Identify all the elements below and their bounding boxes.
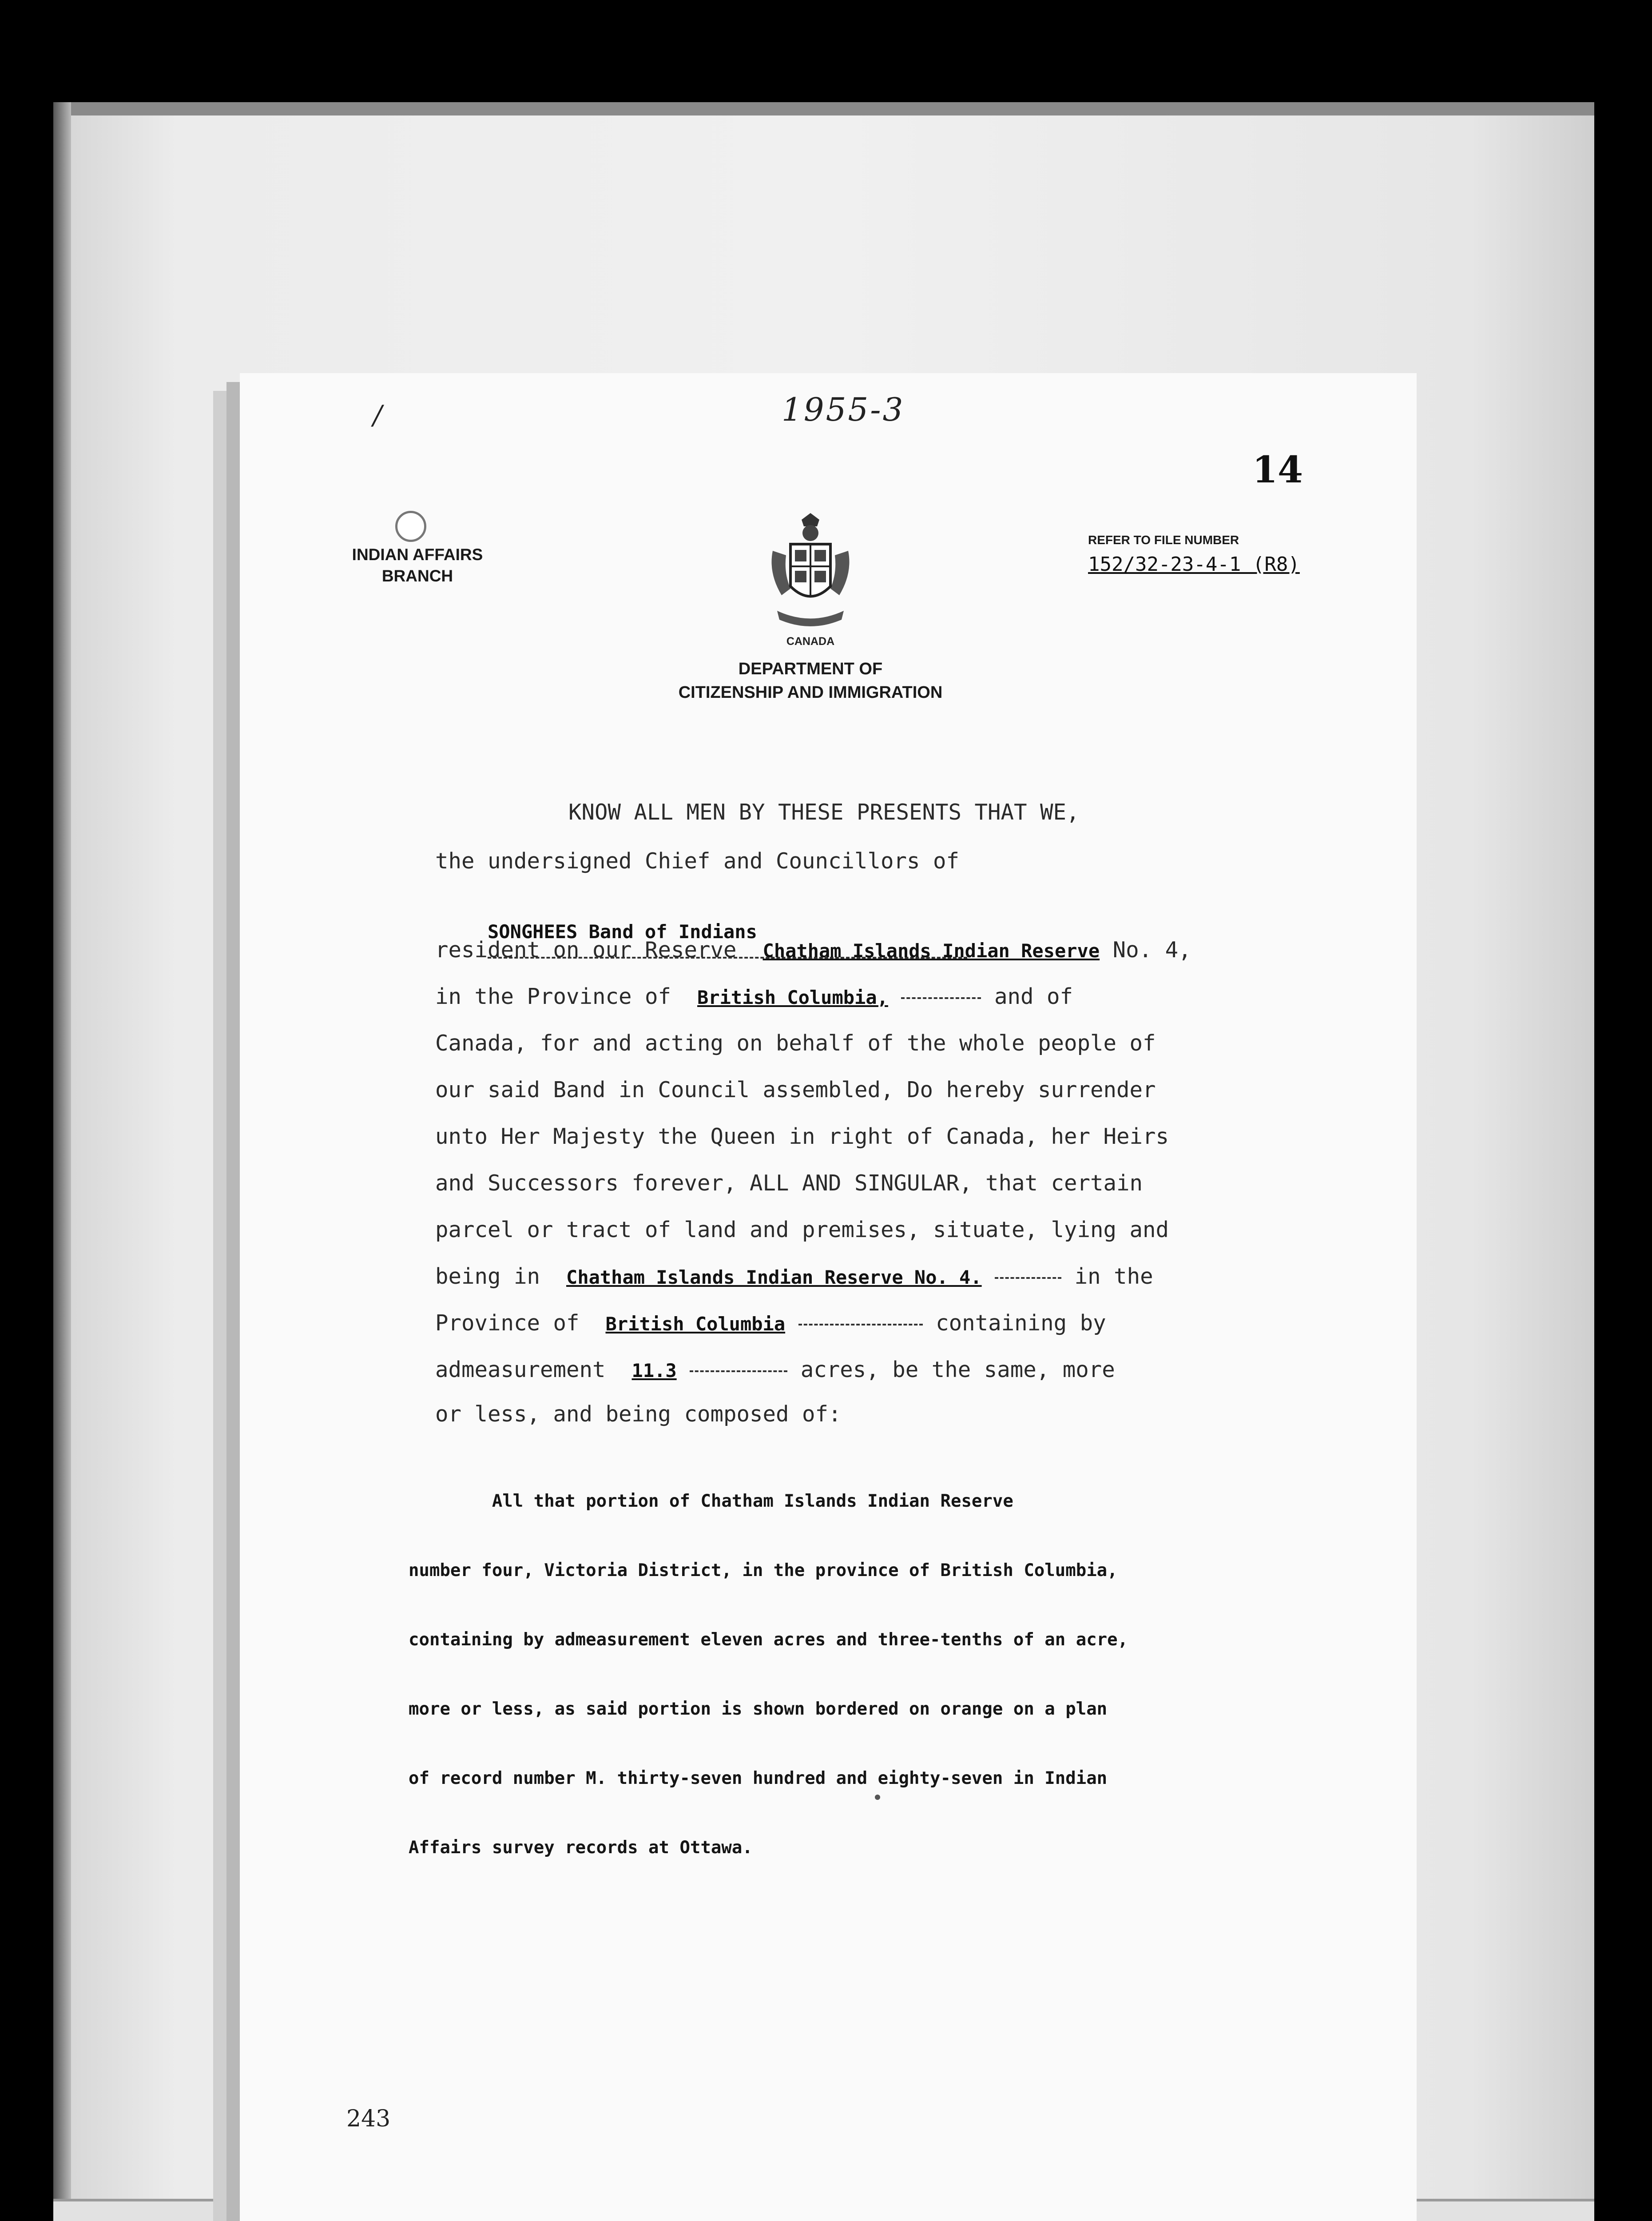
description-line: of record number M. thirty-seven hundred and eighty-seven in Indian	[409, 1768, 1108, 1788]
body-line: or less, and being composed of:	[435, 1401, 842, 1427]
branch-line-2: BRANCH	[381, 567, 453, 585]
province-prefix: in the Province of	[435, 984, 671, 1009]
sheet-number: 243	[346, 2106, 391, 2132]
pen-mark: /	[373, 400, 382, 431]
being-in-value: Chatham Islands Indian Reserve No. 4.	[566, 1266, 982, 1288]
blank-line	[901, 997, 981, 999]
reserve-prefix: resident on our Reserve	[435, 937, 737, 963]
intro-line: KNOW ALL MEN BY THESE PRESENTS THAT WE,	[568, 800, 1080, 825]
province-line	[435, 984, 1073, 1009]
body-line: Canada, for and acting on behalf of the whole people of	[435, 1031, 1156, 1056]
department-line-2: CITIZENSHIP AND IMMIGRATION	[678, 683, 943, 702]
province2-line	[435, 1310, 1106, 1336]
province-suffix: and of	[994, 984, 1073, 1009]
blank-line	[995, 1277, 1061, 1279]
being-in-line	[435, 1264, 1153, 1289]
body-line: unto Her Majesty the Queen in right of Canada, her Heirs	[435, 1124, 1169, 1149]
blank-line	[690, 1370, 787, 1372]
film-top-edge	[53, 102, 1594, 115]
body-line: our said Band in Council assembled, Do hereby surrender	[435, 1077, 1156, 1103]
branch-line-1: INDIAN AFFAIRS	[352, 545, 483, 564]
land-description	[409, 1444, 1261, 1906]
ink-speck	[875, 1795, 880, 1800]
province2-name: British Columbia	[605, 1313, 786, 1335]
document-page	[240, 373, 1417, 2221]
description-line: All that portion of Chatham Islands Indian Reserve	[409, 1491, 1013, 1511]
band-name: SONGHEES Band of Indians	[488, 921, 757, 943]
handwritten-note: 1955-3	[782, 391, 905, 428]
refer-label: REFER TO FILE NUMBER	[1088, 533, 1239, 547]
blank-line	[798, 1324, 923, 1325]
film-left-edge	[53, 102, 71, 2221]
body-line: parcel or tract of land and premises, situate, lying and	[435, 1217, 1169, 1242]
reserve-name: Chatham Islands Indian Reserve	[762, 940, 1100, 962]
province-name: British Columbia,	[697, 987, 888, 1008]
being-in-suffix: in the	[1074, 1264, 1153, 1289]
page-number: 14	[1252, 449, 1303, 491]
province2-prefix: Province of	[435, 1310, 580, 1336]
coat-of-arms-icon	[759, 511, 862, 635]
department-line-1: DEPARTMENT OF	[738, 660, 883, 678]
acreage-line	[435, 1357, 1115, 1382]
description-line: Affairs survey records at Ottawa.	[409, 1838, 753, 1858]
reserve-suffix: No. 4,	[1112, 937, 1191, 963]
punch-hole	[395, 511, 426, 542]
sheet-edge-shadow	[222, 400, 240, 2203]
body-line: the undersigned Chief and Councillors of	[435, 848, 960, 874]
body-line: and Successors forever, ALL AND SINGULAR, that certain	[435, 1170, 1143, 1196]
acreage-value: 11.3	[631, 1360, 677, 1381]
being-in-prefix: being in	[435, 1264, 540, 1289]
acreage-suffix: acres, be the same, more	[800, 1357, 1115, 1382]
crest-caption: CANADA	[786, 635, 835, 648]
file-number: 152/32-23-4-1 (R8)	[1088, 553, 1300, 576]
description-line: number four, Victoria District, in the province of British Columbia,	[409, 1560, 1118, 1580]
province2-suffix: containing by	[936, 1310, 1106, 1336]
reserve-line	[435, 937, 1191, 963]
description-line: more or less, as said portion is shown bordered on orange on a plan	[409, 1699, 1108, 1719]
branch-heading	[324, 544, 511, 587]
acreage-prefix: admeasurement	[435, 1357, 606, 1382]
description-line: containing by admeasurement eleven acres and three-tenths of an acre,	[409, 1630, 1128, 1650]
